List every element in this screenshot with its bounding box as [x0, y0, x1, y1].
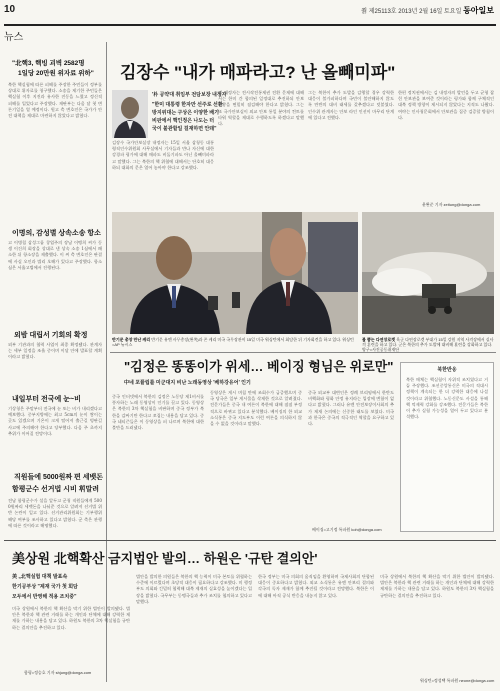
left-head-1-sub: 1일당 20만원 위자료 위하" [18, 70, 94, 77]
photo-ban-kerry [112, 212, 358, 334]
article3-headline: 美상원 北핵확산 금지법안 발의… 하원은 '규탄 결의안' [12, 551, 318, 566]
article1-deck-1: '朴 공약대 취임부 전담보장 내정자 [152, 92, 227, 98]
article3-deck-3: 모두에서 반영해 적용 조치중" [12, 594, 77, 600]
article2-deck: 中네 포퓰립를 미군대지 비난 노래동영상 '베하강유어' 인기 [124, 380, 251, 386]
masthead-name: 동아일보 [463, 6, 494, 15]
left-column-divider [106, 42, 107, 682]
article1-deck-4: 비판에서 핵인정은 나도는 터 [152, 118, 215, 124]
article1-body-d: 한편 정치권에서는 김 내정자의 발언을 두고 균형 잡힌 안보관을 보여준 것이라는 평가와 함께 구체적인 대북 정책 방향이 제시되지 않았다는 지적도 나왔다. 여야는 인사청문회에서 안보관을 집중 검증할 방침이다. [398, 90, 494, 120]
article1-body-b: 김 내정자는 전시작전통제권 전환 문제에 대해서는 한미 간 합의된 일정대로 추진하되 안보 상황을 면밀히 점검해야 한다고 밝혔다. 그는 또 국가안보실이 외교 안보 통일 분야의 컨트롤타워 역할을 제대로 수행하도록 하겠다고 말했다. [218, 90, 304, 127]
article3-body-c: 한국 정부는 미국 의회의 움직임을 환영하며 국제사회의 단합된 대응이 중요하다고 밝혔다. 외교 소식통은 유엔 안보리 결의와 각국의 독자 제재가 함께 추진될 것이라고 전망했다. 북한은 이에 대해 아직 공식 반응을 내놓지 않고 있다. [258, 574, 374, 598]
article1-deck-3: 방지위대는 구상은 이양한 배기 [152, 110, 219, 116]
masthead-meta: 쭭 제25113호 2013년 2월 16일 토요일 [361, 9, 462, 15]
article1-body-c: 그는 북한이 추가 도발을 감행할 경우 강력한 대응이 불가피하다며 국민이 불안해하지 않도록 만반의 대비 태세를 갖추겠다고 덧붙였다. 인수위 관계자는 안보 라인 인선이 마무리 단계에 있다고 전했다. [308, 90, 394, 120]
left-head-5: 직원들에 5000원짜 편 세뱃돈 [14, 474, 104, 481]
photo-rocket-launch [362, 212, 494, 334]
article3-body-b: 법안을 발의한 의원들은 북한의 핵 능력이 미국 본토를 위협하는 수준에 이르렀다며 초당적 대응이 필요하다고 강조했다. 미 행정부도 의회와 긴밀히 협력해 대북 제재의 실효성을 높이겠다는 입장을 밝혔다. 국무부는 동맹국들과 추가 조치를 협의하고 있다고 말했다. [136, 574, 252, 604]
sidebox-text: 북한 매체는 핵실험이 자위적 조치였다고 거듭 주장했다. 조선중앙통신은 미국의 적대시 정책이 계속되는 한 더 강력한 대응에 나설 것이라고 위협했다. 노동신문도 사설을 통해 핵 억제력 강화를 강조했다. 전문가들은 북한이 추가 실험 가능성을 열어 두고 있다고 분석했다. [406, 377, 488, 420]
left-head-2: 이명의, 감성별 상속소송 항소 [12, 230, 101, 237]
masthead [361, 5, 494, 16]
article2-byline: 베이징=고기정 특파원 koh@donga.com [312, 527, 382, 532]
divider-1 [110, 352, 496, 353]
photo1-caption-text: 반기문 유엔 사무총장(왼쪽)과 존 케리 미국 국무장관이 15일 미국 워싱턴에서 회담한 뒤 기자회견을 하고 있다. 워싱턴=AP 뉴시스 [112, 337, 354, 348]
left-head-1: "北핵3, 핵빙 괴벽 2582명 [12, 60, 85, 67]
article1-portrait [112, 90, 148, 138]
divider-2 [4, 540, 496, 541]
left-body-3: 외부 기관과의 협력 사업이 최종 확정됐다. 관계자는 세부 일정을 조율 중이며 이달 안에 발표할 계획이라고 밝혔다. [8, 342, 102, 360]
section-title: 뉴스 [4, 24, 496, 43]
article1-byline: 윤완준 기자 zeitung@donga.com [422, 202, 481, 207]
photo2-caption-title: 불 뿜는 다연장로켓 [362, 337, 396, 342]
photo2-caption [362, 337, 494, 353]
left-head-3: 외밤 대립서 기회의 확정 [14, 332, 88, 339]
photo1-caption [112, 337, 358, 347]
article1-deck-5: 국이 불관할일 걸재하면 안돼" [152, 126, 217, 132]
article3-body-a: 미국 상원에서 북한의 핵 확산을 막기 위한 법안이 발의됐다. 법안은 북한과 핵 관련 거래를 하는 개인과 단체에 대해 강력한 제재를 가하는 내용을 담고 있다. 하원도 북한의 3차 핵실험을 규탄하는 결의안을 추진하고 있다. [12, 606, 130, 630]
article2-headline: "김정은 똥똥이가 위세… 베이징 형님은 위로만" [124, 359, 394, 374]
sidebox-title: 북한반응 [437, 367, 457, 373]
photo2-caption-text: 육군 다연장로켓 부대가 15일 강원 지역 사격장에서 실사격 훈련을 하고 있다. 군은 북한의 추가 도발에 대비해 훈련을 강화하고 있다. 양구=사진공동취재단 [362, 337, 494, 353]
page-number: 10 [4, 4, 16, 15]
page-header [0, 0, 500, 24]
left-body-1: 북한 핵실험에 따른 피해를 주장한 주민들이 정부를 상대로 위자료를 청구했다. 소송을 제기한 주민들은 핵실험 이후 지진과 유사한 진동을 느꼈고 정신적 피해를 입었다고 주장했다. 재판부는 다음 달 첫 변론기일을 열 예정이다. 원고 측 변호인은 국가가 안전 대책을 제대로 마련하지 않았다고 밝혔다. [8, 82, 102, 119]
photo1-caption-title: 반기문 총장 만난 케리 [112, 337, 151, 342]
article1-deck-2: "한미 대통령 한자만 선주로 선환 [152, 102, 223, 108]
left-body-4: 기상청은 주말부터 전국에 눈 또는 비가 내리겠다고 예보했다. 중부지방에는 최고 5cm의 눈이 쌓이는 곳도 있겠으며 기온이 크게 떨어져 출근길 빙판길 사고에 주의해야 한다고 당부했다. 다음 주 초까지 추위가 이어질 전망이다. [8, 406, 102, 436]
article3-deck-1: 美 „北핵실험 대책 발표속 [12, 574, 68, 580]
article3-body-d: 미국 상원에서 북한의 핵 확산을 막기 위한 법안이 발의됐다. 법안은 북한과 핵 관련 거래를 하는 개인과 단체에 대해 강력한 제재를 가하는 내용을 담고 있다. 하원도 북한의 3차 핵실험을 규탄하는 결의안을 추진하고 있다. [380, 574, 494, 598]
article2-body-a: 중국 인터넷에서 북한의 김정은 노동당 제1비서를 풍자하는 노래 동영상이 인기를 끌고 있다. 동영상은 북한의 3차 핵실험을 비판하며 중국 정부가 북한을 감싸기만 한다고 꼬집는 내용을 담고 있다. 중국 네티즌들은 이 동영상을 퍼 나르며 북한에 대한 불만을 드러냈다. [112, 394, 204, 431]
article3-byline: 워싱턴=정성택 특파원 neone@donga.com [420, 678, 495, 683]
article2-sidebox [400, 362, 494, 532]
left-body-2: 고 이병철 삼성그룹 창업주의 장남 이맹희 씨가 동생 이건희 회장을 상대로 낸 상속 소송 1심에서 패소한 뒤 항소장을 제출했다. 이 씨 측 변호인은 판결에 사실 오인과 법리 오해가 있다고 주장했다. 항소심은 서울고법에서 진행된다. [8, 240, 102, 270]
left-head-5-sub: 함평군수 선거법 시비 휘말려 [12, 486, 99, 493]
left-head-4: 내일부터 전국에 눈~비 [12, 396, 81, 403]
article1-headline: 김장수 "내가 매파라고? 난 올빼미파" [120, 63, 396, 82]
article2-body-c: 중국 외교부 대변인은 정례 브리핑에서 한반도 비핵화와 평화 안정 유지라는 입장에 변함이 없다고 밝혔다. 그러나 유엔 안전보장이사회의 추가 제재 논의에는 신중한 태도를 보였다. 미국과 한국은 중국의 적극적인 역할을 요구하고 있다. [308, 390, 394, 427]
article1-body-a: 김장수 국가안보실장 내정자는 15일 서울 삼청동 대통령직인수위원회 사무실에서 기자들과 만나 자신에 대한 강경파 평가에 대해 매파도 비둘기파도 아닌 올빼미파라고 말했다. 그는 북한의 핵 위협에 대해서는 단호히 대응하되 대화의 문은 열어 놓아야 한다고 강조했다. [112, 140, 214, 170]
article3-deck-2: 한기공부상 "제재 국가 첫 회담 [12, 584, 78, 590]
left-body-5: 전남 함평군수가 설을 앞두고 군청 직원들에게 5000원짜리 세뱃돈을 나눠준 것으로 알려져 선거법 위반 논란이 일고 있다. 선거관리위원회는 기부행위 해당 여부를 조사하고 있다고 밝혔다. 군 측은 관행에 따른 것이라고 해명했다. [8, 498, 102, 528]
left-byline: 함평=정승호 기자 shjung@donga.com [24, 670, 92, 675]
article2-body-b: 동영상은 게시 며칠 만에 조회수가 급증했으며 중국 당국은 일부 게시물을 삭제한 것으로 알려졌다. 전문가들은 중국 내 여론이 북한에 대해 점점 부정적으로 바뀌고 있다고 분석했다. 베이징의 한 외교 소식통은 중국 지도부도 이런 여론을 의식하지 않을 수 없을 것이라고 말했다. [210, 390, 302, 427]
